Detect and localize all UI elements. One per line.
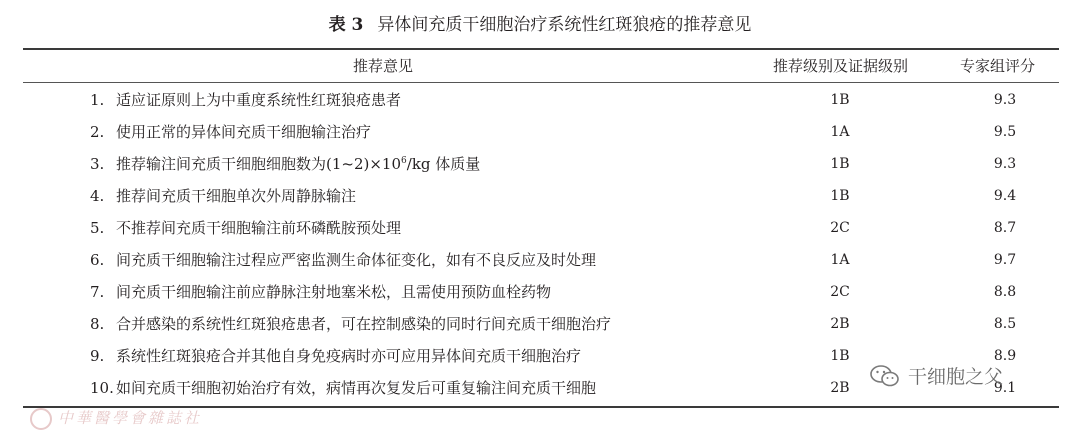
recommendation-text — [90, 340, 750, 372]
row-number: 4. — [90, 187, 105, 205]
recommendation-text-main: 如间充质干细胞初始治疗有效，病情再次复发后可重复输注间充质干细胞 — [116, 379, 597, 397]
table-title — [0, 12, 1080, 38]
header-grade: 推荐级别及证据级别 — [772, 57, 908, 75]
table-row — [0, 116, 1080, 148]
row-number: 3. — [90, 155, 105, 173]
account-watermark — [870, 362, 1003, 389]
row-number: 8. — [90, 315, 105, 333]
table-row — [0, 276, 1080, 308]
score-cell: 9.3 — [993, 92, 1017, 108]
recommendation-text — [90, 276, 750, 308]
score-cell: 8.5 — [993, 316, 1017, 332]
grade-cell: 2C — [830, 220, 850, 236]
recommendation-text — [90, 212, 750, 244]
score-cell: 9.7 — [993, 252, 1017, 268]
score-cell: 8.8 — [993, 284, 1017, 300]
grade-cell: 1B — [830, 348, 850, 364]
table-header-rule — [23, 82, 1059, 83]
header-recommendation: 推荐意见 — [352, 57, 413, 75]
row-number: 1. — [90, 91, 105, 109]
seal-icon — [30, 408, 52, 430]
recommendation-text — [90, 116, 750, 148]
grade-cell: 2B — [830, 316, 850, 332]
grade-cell: 1A — [830, 124, 850, 140]
exponent: 6 — [401, 156, 407, 166]
recommendation-text — [90, 308, 750, 340]
recommendation-text — [90, 84, 750, 116]
recommendation-text — [90, 148, 750, 180]
recommendation-text-main: 推荐输注间充质干细胞细胞数为(1~2)×10 — [116, 155, 402, 173]
recommendation-text-unit: /kg 体质量 — [406, 155, 481, 173]
row-number: 10. — [90, 379, 114, 397]
publisher-watermark — [30, 407, 202, 430]
recommendation-text-main: 系统性红斑狼疮合并其他自身免疫病时亦可应用异体间充质干细胞治疗 — [116, 347, 582, 365]
account-watermark-text: 干细胞之父 — [908, 366, 1004, 388]
table-row — [0, 244, 1080, 276]
recommendation-text-main: 合并感染的系统性红斑狼疮患者，可在控制感染的同时行间充质干细胞治疗 — [116, 315, 612, 333]
score-cell: 8.9 — [993, 348, 1017, 364]
recommendation-text-main: 推荐间充质干细胞单次外周静脉输注 — [116, 187, 357, 205]
wechat-icon — [870, 364, 900, 388]
table-label: 表 3 — [328, 15, 364, 35]
recommendation-text — [90, 372, 750, 404]
row-number: 7. — [90, 283, 105, 301]
score-cell: 8.7 — [993, 220, 1017, 236]
table-row — [0, 212, 1080, 244]
grade-cell: 1B — [830, 92, 850, 108]
score-cell: 9.1 — [993, 380, 1017, 396]
recommendation-text-main: 适应证原则上为中重度系统性红斑狼疮患者 — [116, 91, 402, 109]
table-row — [0, 148, 1080, 180]
recommendation-text-main: 使用正常的异体间充质干细胞输注治疗 — [116, 123, 372, 141]
table-top-rule — [23, 48, 1059, 50]
grade-cell: 2B — [830, 380, 850, 396]
recommendation-text-main: 不推荐间充质干细胞输注前环磷酰胺预处理 — [116, 219, 402, 237]
score-cell: 9.3 — [993, 156, 1017, 172]
score-cell: 9.5 — [993, 124, 1017, 140]
row-number: 6. — [90, 251, 105, 269]
table-row — [0, 180, 1080, 212]
recommendation-text — [90, 180, 750, 212]
grade-cell: 1B — [830, 156, 850, 172]
score-cell: 9.4 — [993, 188, 1017, 204]
header-score: 专家组评分 — [959, 57, 1035, 75]
row-number: 9. — [90, 347, 105, 365]
table-title-text: 异体间充质干细胞治疗系统性红斑狼疮的推荐意见 — [377, 15, 752, 35]
row-number: 5. — [90, 219, 105, 237]
recommendation-text-main: 间充质干细胞输注过程应严密监测生命体征变化，如有不良反应及时处理 — [116, 251, 597, 269]
row-number: 2. — [90, 123, 105, 141]
table-row — [0, 308, 1080, 340]
table-row — [0, 84, 1080, 116]
recommendation-text — [90, 244, 750, 276]
grade-cell: 1A — [830, 252, 850, 268]
publisher-watermark-text: 中華醫學會雜誌社 — [58, 409, 203, 427]
recommendation-text-main: 间充质干细胞输注前应静脉注射地塞米松，且需使用预防血栓药物 — [116, 283, 552, 301]
grade-cell: 2C — [830, 284, 850, 300]
grade-cell: 1B — [830, 188, 850, 204]
